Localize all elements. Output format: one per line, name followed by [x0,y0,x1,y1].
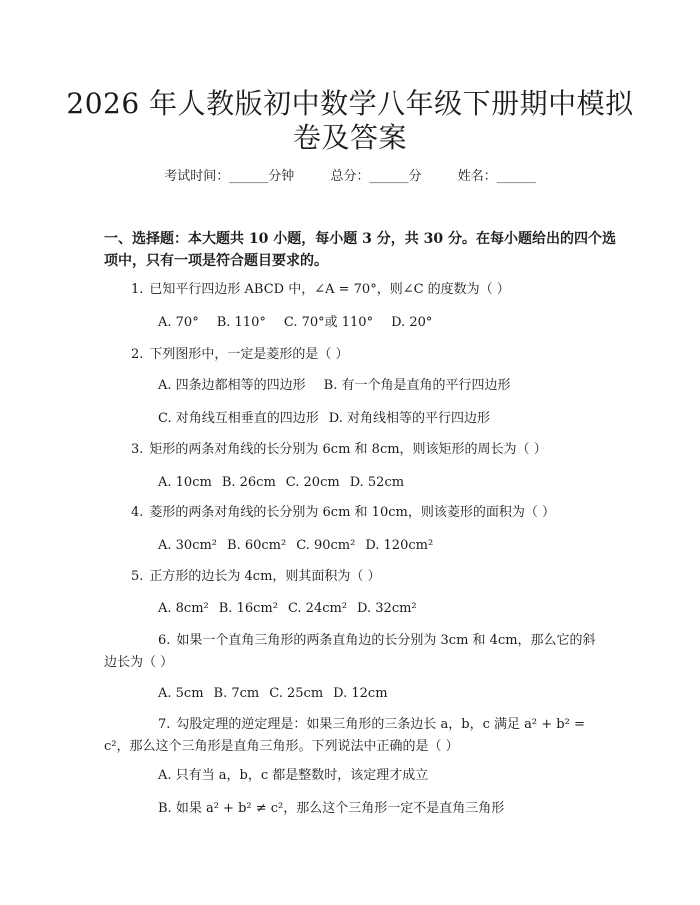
option-a: A. 10cm [158,475,212,490]
option-d: D. 52cm [349,475,405,490]
option-a: A. 30cm² [158,538,218,553]
question-5 [131,568,581,586]
question-number: 1. [131,282,144,297]
option-b: B. 60cm² [227,538,287,553]
question-text: 勾股定理的逆定理是：如果三角形的三条边长 a，b，c 满足 a² + b² = c²，那么这个三角形是直角三角形。下列说法中正确的是（ ） [104,717,585,754]
question-number: 5. [131,569,144,584]
option-a: A. 5cm [158,686,204,701]
option-a: A. 70° [158,315,199,330]
option-c: C. 对角线互相垂直的四边形 [158,411,319,426]
option-d: D. 32cm² [357,601,417,616]
question-5-options [158,600,588,618]
question-number: 7. [158,717,171,732]
question-text: 下列图形中，一定是菱形的是（ ） [149,347,349,362]
exam-name-field: 姓名：______ [457,169,536,184]
option-d: D. 12cm [333,686,388,701]
option-c: C. 90cm² [296,538,356,553]
question-7 [104,714,596,758]
option-a: A. 只有当 a，b，c 都是整数时，该定理才成立 [158,768,429,783]
option-c: C. 25cm [269,686,324,701]
option-d: D. 对角线相等的平行四边形 [328,411,490,426]
exam-meta [0,168,700,186]
question-3 [131,441,581,459]
question-7-option-a-row [158,767,588,785]
question-2 [131,346,581,364]
question-7-option-b-row [158,800,588,818]
question-6 [104,630,596,674]
option-a: A. 8cm² [158,601,209,616]
option-d: D. 120cm² [365,538,434,553]
question-text: 已知平行四边形 ABCD 中，∠A = 70°，则∠C 的度数为（ ） [149,282,510,297]
question-text: 矩形的两条对角线的长分别为 6cm 和 8cm，则该矩形的周长为（ ） [149,442,547,457]
option-c: C. 24cm² [287,601,348,616]
option-d: D. 20° [391,315,433,330]
option-b: B. 有一个角是直角的平行四边形 [323,378,511,393]
option-b: B. 110° [216,315,266,330]
section-heading: 一、选择题：本大题共 10 小题，每小题 3 分，共 30 分。在每小题给出的四个选项中，只有一项是符合题目要求的。 [104,231,616,269]
option-b: B. 如果 a² + b² ≠ c²，那么这个三角形一定不是直角三角形 [158,801,505,816]
question-text: 正方形的边长为 4cm，则其面积为（ ） [149,569,381,584]
option-b: B. 7cm [213,686,260,701]
option-a: A. 四条边都相等的四边形 [158,378,306,393]
exam-score-field: 总分：______分 [330,169,422,184]
option-b: B. 26cm [221,475,276,490]
option-b: B. 16cm² [218,601,278,616]
question-4 [131,504,581,522]
question-number: 4. [131,505,144,520]
question-text: 菱形的两条对角线的长分别为 6cm 和 10cm，则该菱形的面积为（ ） [149,505,555,520]
question-number: 2. [131,347,144,362]
exam-time-field: 考试时间：______分钟 [164,169,295,184]
question-number: 6. [158,633,171,648]
option-c: C. 70°或 110° [283,315,374,330]
question-1 [131,281,581,299]
question-6-options [158,685,588,703]
option-c: C. 20cm [285,475,340,490]
question-3-options [158,474,588,492]
question-2-options-row1 [158,377,588,395]
question-text: 如果一个直角三角形的两条直角边的长分别为 3cm 和 4cm，那么它的斜边长为（ ） [104,633,596,670]
question-1-options [158,314,588,332]
question-2-options-row2 [158,410,588,428]
question-number: 3. [131,442,144,457]
question-4-options [158,537,588,555]
exam-title-line2: 卷及答案 [292,121,407,154]
exam-title-line1: 2026 年人教版初中数学八年级下册期中模拟 [66,87,634,120]
